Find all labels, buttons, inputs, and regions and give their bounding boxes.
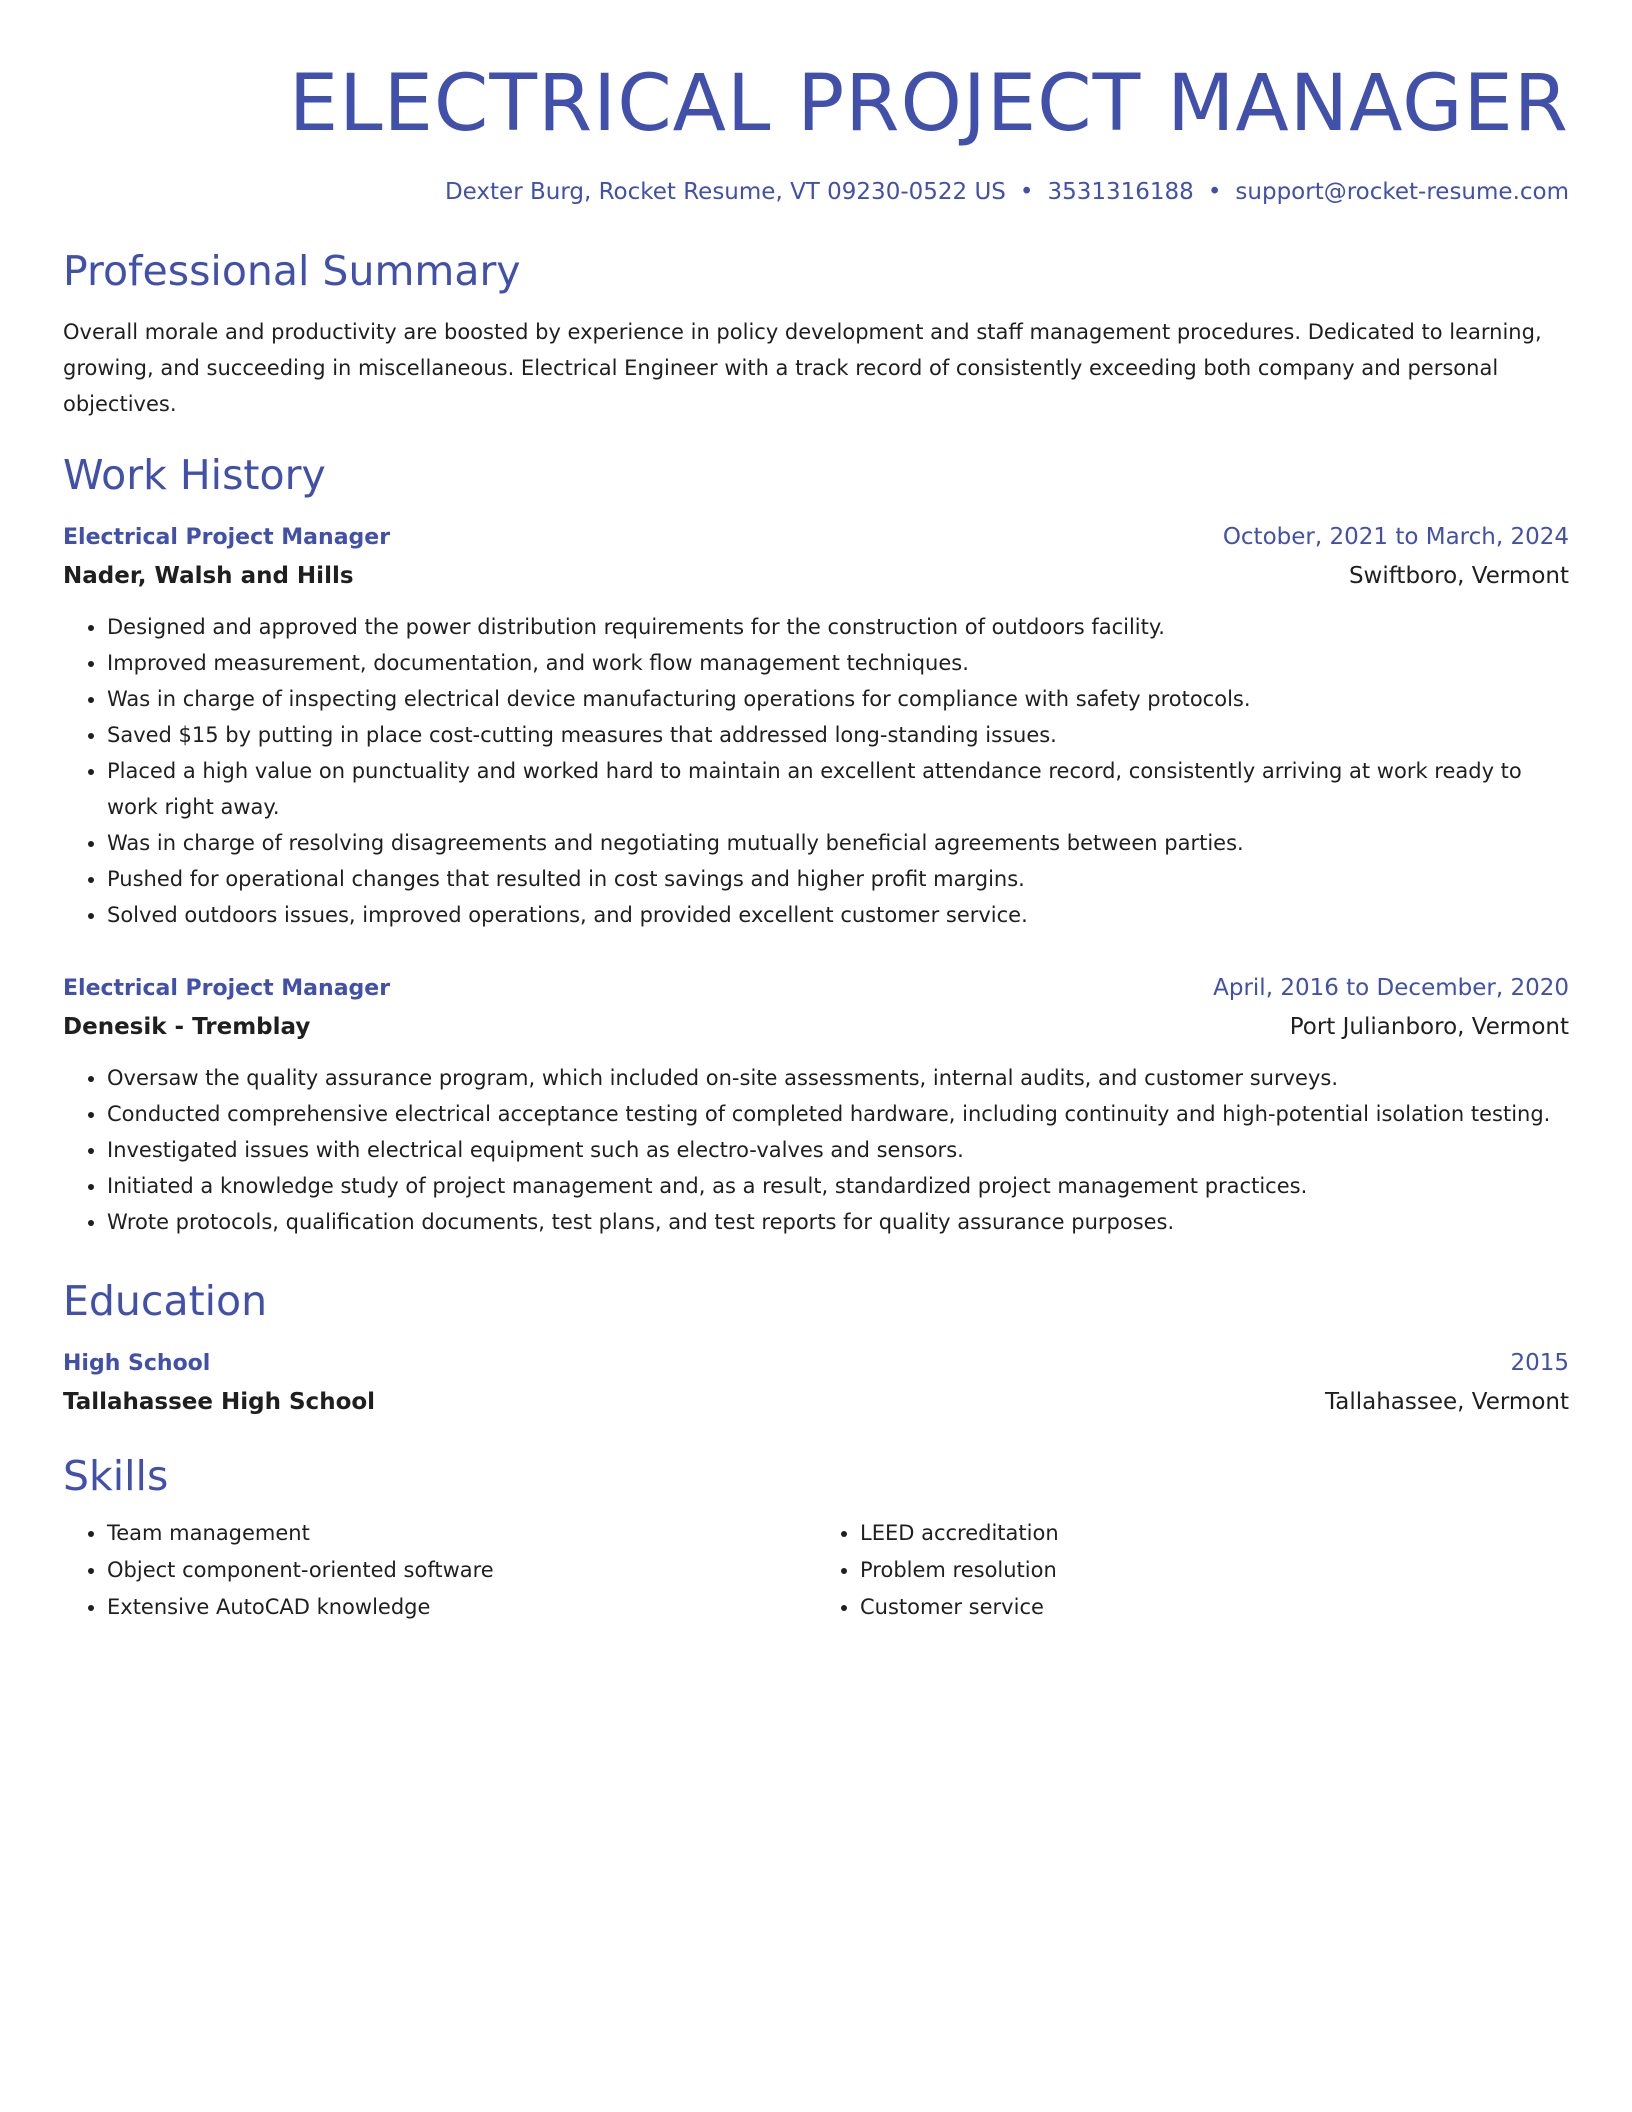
work-history-section bbox=[63, 450, 1569, 1240]
job-bullet: • Pushed for operational changes that resulted in cost savings and higher profit margins. bbox=[107, 861, 1569, 897]
job-bullet: • Designed and approved the power distribution requirements for the construction of outdoors facility. bbox=[107, 609, 1569, 645]
degree-name: High School bbox=[63, 1351, 211, 1376]
job-bullet: • Saved $15 by putting in place cost-cutting measures that addressed long-standing issues. bbox=[107, 717, 1569, 753]
company-name: Nader, Walsh and Hills bbox=[63, 563, 354, 589]
job-location: Port Julianboro, Vermont bbox=[1289, 1014, 1569, 1040]
work-history-heading: Work History bbox=[63, 451, 326, 499]
work-entry-company-row bbox=[63, 1008, 1569, 1046]
contact-separator: • bbox=[1019, 179, 1034, 205]
work-entry bbox=[63, 969, 1569, 1240]
job-bullet: • Oversaw the quality assurance program, which included on-site assessments, internal audits, and customer surveys. bbox=[107, 1060, 1569, 1096]
contact-separator: • bbox=[1207, 179, 1222, 205]
education-heading: Education bbox=[63, 1277, 268, 1325]
job-bullet: • Investigated issues with electrical equipment such as electro-valves and sensors. bbox=[107, 1132, 1569, 1168]
job-bullet: • Initiated a knowledge study of project management and, as a result, standardized project management practices. bbox=[107, 1168, 1569, 1204]
skills-grid bbox=[63, 1515, 1569, 1626]
summary-heading: Professional Summary bbox=[63, 247, 521, 295]
skill-item: • Problem resolution bbox=[860, 1552, 1569, 1589]
skill-item: • Object component-oriented software bbox=[107, 1552, 816, 1589]
contact-email: support@rocket-resume.com bbox=[1235, 179, 1569, 205]
skill-item: • Extensive AutoCAD knowledge bbox=[107, 1589, 816, 1626]
education-entry bbox=[63, 1344, 1569, 1421]
skills-heading: Skills bbox=[63, 1452, 169, 1500]
job-bullets bbox=[63, 609, 1569, 933]
work-entry-company-row bbox=[63, 557, 1569, 595]
contact-address: Dexter Burg, Rocket Resume, VT 09230-0522 US bbox=[444, 179, 1006, 205]
summary-text: Overall morale and productivity are boosted by experience in policy development and staff management procedures. Dedicated to learning, growing, and succeeding in miscellaneous. Electrical Engineer with a track record of consistently exceeding both company and personal objectives. bbox=[63, 320, 1542, 416]
resume-header bbox=[63, 56, 1569, 208]
skills-column-left bbox=[63, 1515, 816, 1626]
job-dates: April, 2016 to December, 2020 bbox=[1213, 975, 1569, 1001]
skills-section bbox=[63, 1451, 1569, 1626]
company-name: Denesik - Tremblay bbox=[63, 1014, 311, 1040]
work-entry-title-row bbox=[63, 518, 1569, 557]
graduation-year: 2015 bbox=[1510, 1350, 1569, 1376]
contact-line bbox=[63, 176, 1569, 208]
education-title-row bbox=[63, 1344, 1569, 1383]
contact-phone: 3531316188 bbox=[1047, 179, 1194, 205]
work-entry-title-row bbox=[63, 969, 1569, 1008]
job-bullet: • Was in charge of resolving disagreements and negotiating mutually beneficial agreements between parties. bbox=[107, 825, 1569, 861]
school-name: Tallahassee High School bbox=[63, 1389, 376, 1415]
school-location: Tallahassee, Vermont bbox=[1325, 1389, 1569, 1415]
job-bullet: • Wrote protocols, qualification documents, test plans, and test reports for quality assurance purposes. bbox=[107, 1204, 1569, 1240]
skill-item: • Customer service bbox=[860, 1589, 1569, 1626]
job-bullet: • Solved outdoors issues, improved operations, and provided excellent customer service. bbox=[107, 897, 1569, 933]
job-bullet: • Conducted comprehensive electrical acceptance testing of completed hardware, including continuity and high-potential isolation testing. bbox=[107, 1096, 1569, 1132]
job-bullet: • Placed a high value on punctuality and worked hard to maintain an excellent attendance record, consistently arriving at work ready to work right away. bbox=[107, 753, 1569, 825]
education-school-row bbox=[63, 1383, 1569, 1421]
job-bullets bbox=[63, 1060, 1569, 1240]
skill-item: • Team management bbox=[107, 1515, 816, 1552]
skills-column-right bbox=[816, 1515, 1569, 1626]
job-bullet: • Was in charge of inspecting electrical device manufacturing operations for compliance with safety protocols. bbox=[107, 681, 1569, 717]
job-dates: October, 2021 to March, 2024 bbox=[1222, 524, 1569, 550]
job-location: Swiftboro, Vermont bbox=[1348, 563, 1569, 589]
job-title: Electrical Project Manager bbox=[63, 976, 391, 1001]
education-section bbox=[63, 1276, 1569, 1421]
work-entry bbox=[63, 518, 1569, 933]
summary-section bbox=[63, 246, 1569, 422]
job-title: Electrical Project Manager bbox=[63, 525, 391, 550]
skill-item: • LEED accreditation bbox=[860, 1515, 1569, 1552]
resume-name: ELECTRICAL PROJECT MANAGER bbox=[288, 59, 1569, 149]
job-bullet: • Improved measurement, documentation, and work flow management techniques. bbox=[107, 645, 1569, 681]
